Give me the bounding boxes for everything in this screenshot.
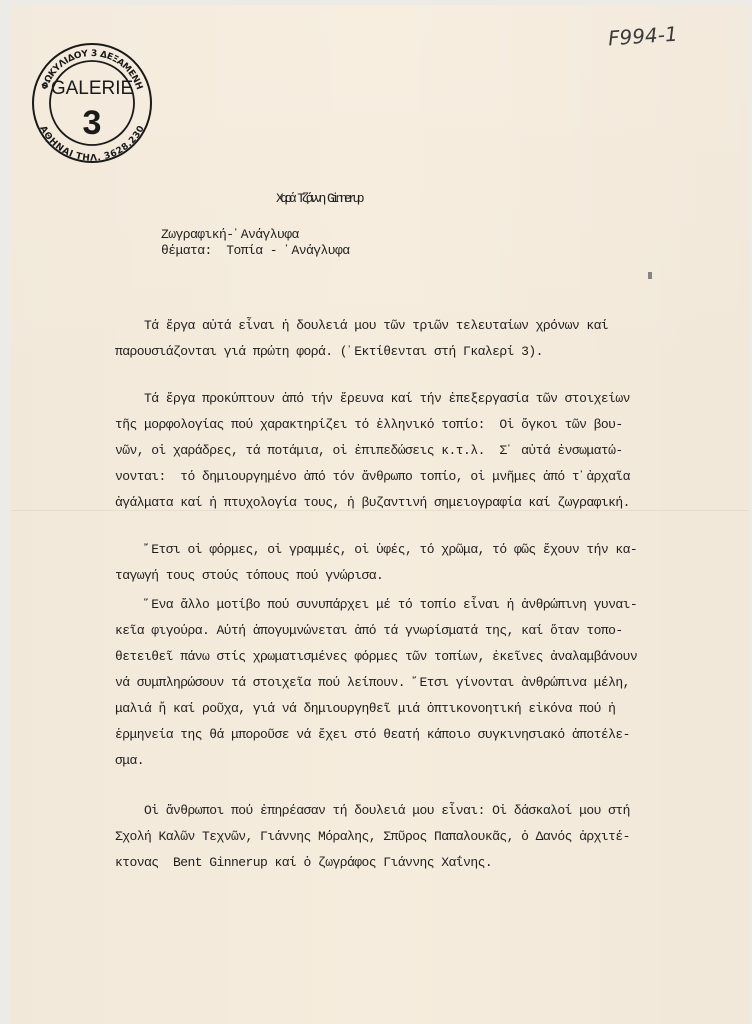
subtitle-line: Ζωγραφική-᾿Ανάγλυφα xyxy=(161,227,299,242)
text-line: θετειθεῖ πάνω στίς χρωματισμένες φόρμες τῶν τοπίων, ἐκεῖνες ἀναλαμβάνουν xyxy=(115,649,638,664)
text-line: νά συμπληρώσουν τά στοιχεῖα πού λείπουν. ῎Ετσι γίνονται ἀνθρώπινα μέλη, xyxy=(115,675,630,690)
text-line: κεῖα φιγούρα. Αὐτή ἀπογυμνώνεται ἀπό τά γνωρίσματά της, καί ὅταν τοπο- xyxy=(115,623,623,638)
text-line: Σχολή Καλῶν Τεχνῶν, Γιάννης Μόραλης, Σπῦρος Παπαλουκᾶς, ὁ Δανός ἀρχιτέ- xyxy=(115,829,630,844)
text-line: Οἱ ἄνθρωποι πού ἐπηρέασαν τή δουλειά μου εἶναι: Οἱ δάσκαλοί μου στή xyxy=(115,803,630,818)
text-line: ταγωγή τους στούς τόπους πού γνώρισα. xyxy=(115,568,384,583)
document-subtitle xyxy=(115,227,675,259)
text-line: παρουσιάζονται γιά πρώτη φορά. (᾿Εκτίθενται στή Γκαλερί 3). xyxy=(115,344,543,359)
document-title: Χαρά Τζάννη Ginnerup xyxy=(276,191,362,206)
paragraph-5 xyxy=(115,798,675,876)
text-line: Τά ἔργα προκύπτουν ἀπό τήν ἔρευνα καί τήν ἐπεξεργασία τῶν στοιχείων xyxy=(115,391,630,406)
text-line: ῎Ετσι οἱ φόρμες, οἱ γραμμές, οἱ ὑφές, τό χρῶμα, τό φῶς ἔχουν τήν κα- xyxy=(115,542,638,557)
stamp-number: 3 xyxy=(82,104,102,142)
text-line: Τά ἔργα αὐτά εἶναι ἡ δουλειά μου τῶν τριῶν τελευταίων χρόνων καί xyxy=(115,318,609,333)
text-line: ῞Ενα ἄλλο μοτίβο πού συνυπάρχει μέ τό τοπίο εἶναι ἡ ἀνθρώπινη γυναι- xyxy=(115,597,638,612)
document-body xyxy=(115,186,675,876)
galerie-3-stamp xyxy=(31,42,153,164)
subtitle-line: θέματα: Τοπία - ᾿Ανάγλυφα xyxy=(161,243,350,258)
text-line: νονται: τό δημιουργημένο ἀπό τόν ἄνθρωπο τοπίο, οἱ μνῆμες ἀπό τ᾿ἀρχαῖα xyxy=(115,469,630,484)
paragraph-4 xyxy=(115,592,675,774)
paragraph-1 xyxy=(115,313,675,365)
text-line: ἑρμηνεία της θά μποροῦσε νά ἔχει στό θεατή κάποιο συγκινησιακό ἀποτέλε- xyxy=(115,727,630,742)
text-line: ἀγάλματα καί ἡ πτυχολογία τους, ἡ βυζαντινή σημειογραφία καί ζωγραφική. xyxy=(115,495,630,510)
handwritten-archive-id: F994-1 xyxy=(607,21,679,51)
text-line: νῶν, οἱ χαράδρες, τά ποτάμια, οἱ ἐπιπεδώσεις κ.τ.λ. Σ᾿ αὐτά ἐνσωματώ- xyxy=(115,443,623,458)
text-line: μαλιά ἤ καί ροῦχα, γιά νά δημιουργηθεῖ μιά ὀπτικονοητική εἰκόνα πού ἡ xyxy=(115,701,616,716)
paragraph-3 xyxy=(115,537,675,589)
stamp-top-arc-text: ΦΩΚΥΛΙΔΟΥ 3 ΔΕΞΑΜΕΝΗ xyxy=(40,48,144,92)
stamp-bottom-arc-text: ΑΘΗΝΑΙ ΤΗΛ. 3628.230 xyxy=(37,124,147,164)
text-line: σμα. xyxy=(115,753,145,768)
text-line: τῆς μορφολογίας πού χαρακτηρίζει τό ἑλληνικό τοπίο: Οἱ ὄγκοι τῶν βου- xyxy=(115,417,623,432)
text-line: κτονας Bent Ginnerup καί ὁ ζωγράφος Γιάννης Χαΐνης. xyxy=(115,855,493,870)
stamp-galerie-label: GALERIE xyxy=(50,78,134,99)
paragraph-2 xyxy=(115,386,675,516)
